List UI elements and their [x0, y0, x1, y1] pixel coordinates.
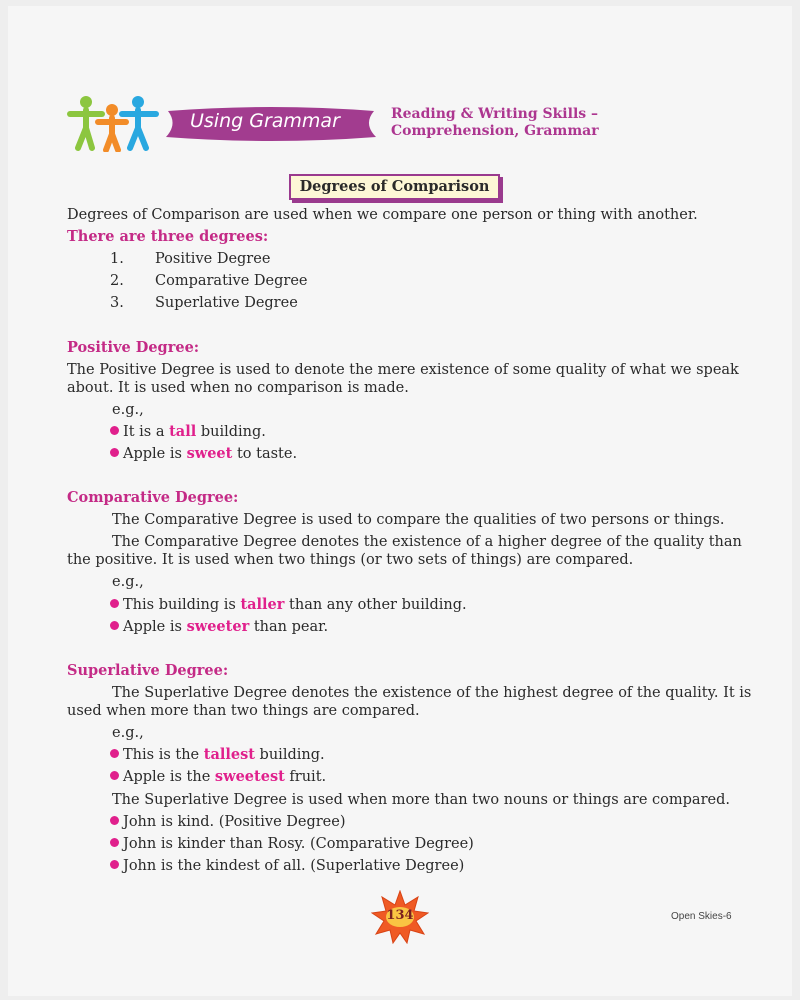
children-logo-icon [64, 92, 164, 152]
list-item: Comparative Degree [155, 273, 308, 289]
example-item: Apple is the sweetest fruit. [110, 767, 326, 787]
bullet-icon [110, 816, 119, 825]
superlative-note: The Superlative Degree is used when more than two nouns or things are compared. [112, 792, 730, 808]
skills-line-1: Reading & Writing Skills – [391, 106, 599, 122]
highlight-word: tall [169, 423, 197, 440]
list-number: 3. [110, 295, 124, 311]
example-item: Apple is sweet to taste. [110, 444, 297, 464]
bullet-icon [110, 599, 119, 608]
example-item: This is the tallest building. [110, 745, 325, 765]
comparative-heading: Comparative Degree: [67, 489, 239, 506]
bullet-icon [110, 621, 119, 630]
example-item: It is a tall building. [110, 422, 266, 442]
book-title: Open Skies-6 [671, 911, 732, 922]
example-item: Apple is sweeter than pear. [110, 617, 328, 637]
section-title: Degrees of Comparison [289, 174, 500, 200]
skills-line-2: Comprehension, Grammar [391, 123, 599, 139]
bullet-icon [110, 838, 119, 847]
superlative-heading: Superlative Degree: [67, 662, 229, 679]
highlight-word: tallest [203, 746, 255, 763]
skills-heading [391, 106, 599, 140]
positive-para-line: The Positive Degree is used to denote the mere existence of some quality of what we speak [67, 362, 739, 378]
textbook-page [8, 6, 792, 996]
bullet-icon [110, 426, 119, 435]
comparative-para: The Comparative Degree is used to compare the qualities of two persons or things. [112, 512, 725, 528]
list-item: Positive Degree [155, 251, 271, 267]
example-item: John is kinder than Rosy. (Comparative Degree) [110, 834, 474, 854]
comparative-para-line: The Comparative Degree denotes the existence of a higher degree of the quality than [112, 534, 742, 550]
example-item: John is the kindest of all. (Superlative Degree) [110, 856, 464, 876]
list-number: 2. [110, 273, 124, 289]
bullet-icon [110, 771, 119, 780]
positive-para-line: about. It is used when no comparison is made. [67, 380, 409, 396]
superlative-para-line: used when more than two things are compared. [67, 703, 420, 719]
positive-heading: Positive Degree: [67, 339, 200, 356]
comparative-para-line: the positive. It is used when two things (or two sets of things) are compared. [67, 552, 634, 568]
bullet-icon [110, 448, 119, 457]
example-item: John is kind. (Positive Degree) [110, 812, 346, 832]
highlight-word: taller [240, 596, 285, 613]
bullet-icon [110, 860, 119, 869]
superlative-para-line: The Superlative Degree denotes the existence of the highest degree of the quality. It is [112, 685, 752, 701]
list-number: 1. [110, 251, 124, 267]
eg-label: e.g., [112, 402, 144, 418]
page-number: 134 [386, 908, 414, 923]
banner-label: Using Grammar [190, 110, 340, 132]
three-degrees-heading: There are three degrees: [67, 228, 269, 245]
highlight-word: sweet [186, 445, 233, 462]
intro-text: Degrees of Comparison are used when we compare one person or thing with another. [67, 207, 698, 223]
highlight-word: sweeter [186, 618, 250, 635]
eg-label: e.g., [112, 725, 144, 741]
list-item: Superlative Degree [155, 295, 298, 311]
eg-label: e.g., [112, 574, 144, 590]
example-item: This building is taller than any other building. [110, 595, 467, 615]
highlight-word: sweetest [214, 768, 285, 785]
bullet-icon [110, 749, 119, 758]
